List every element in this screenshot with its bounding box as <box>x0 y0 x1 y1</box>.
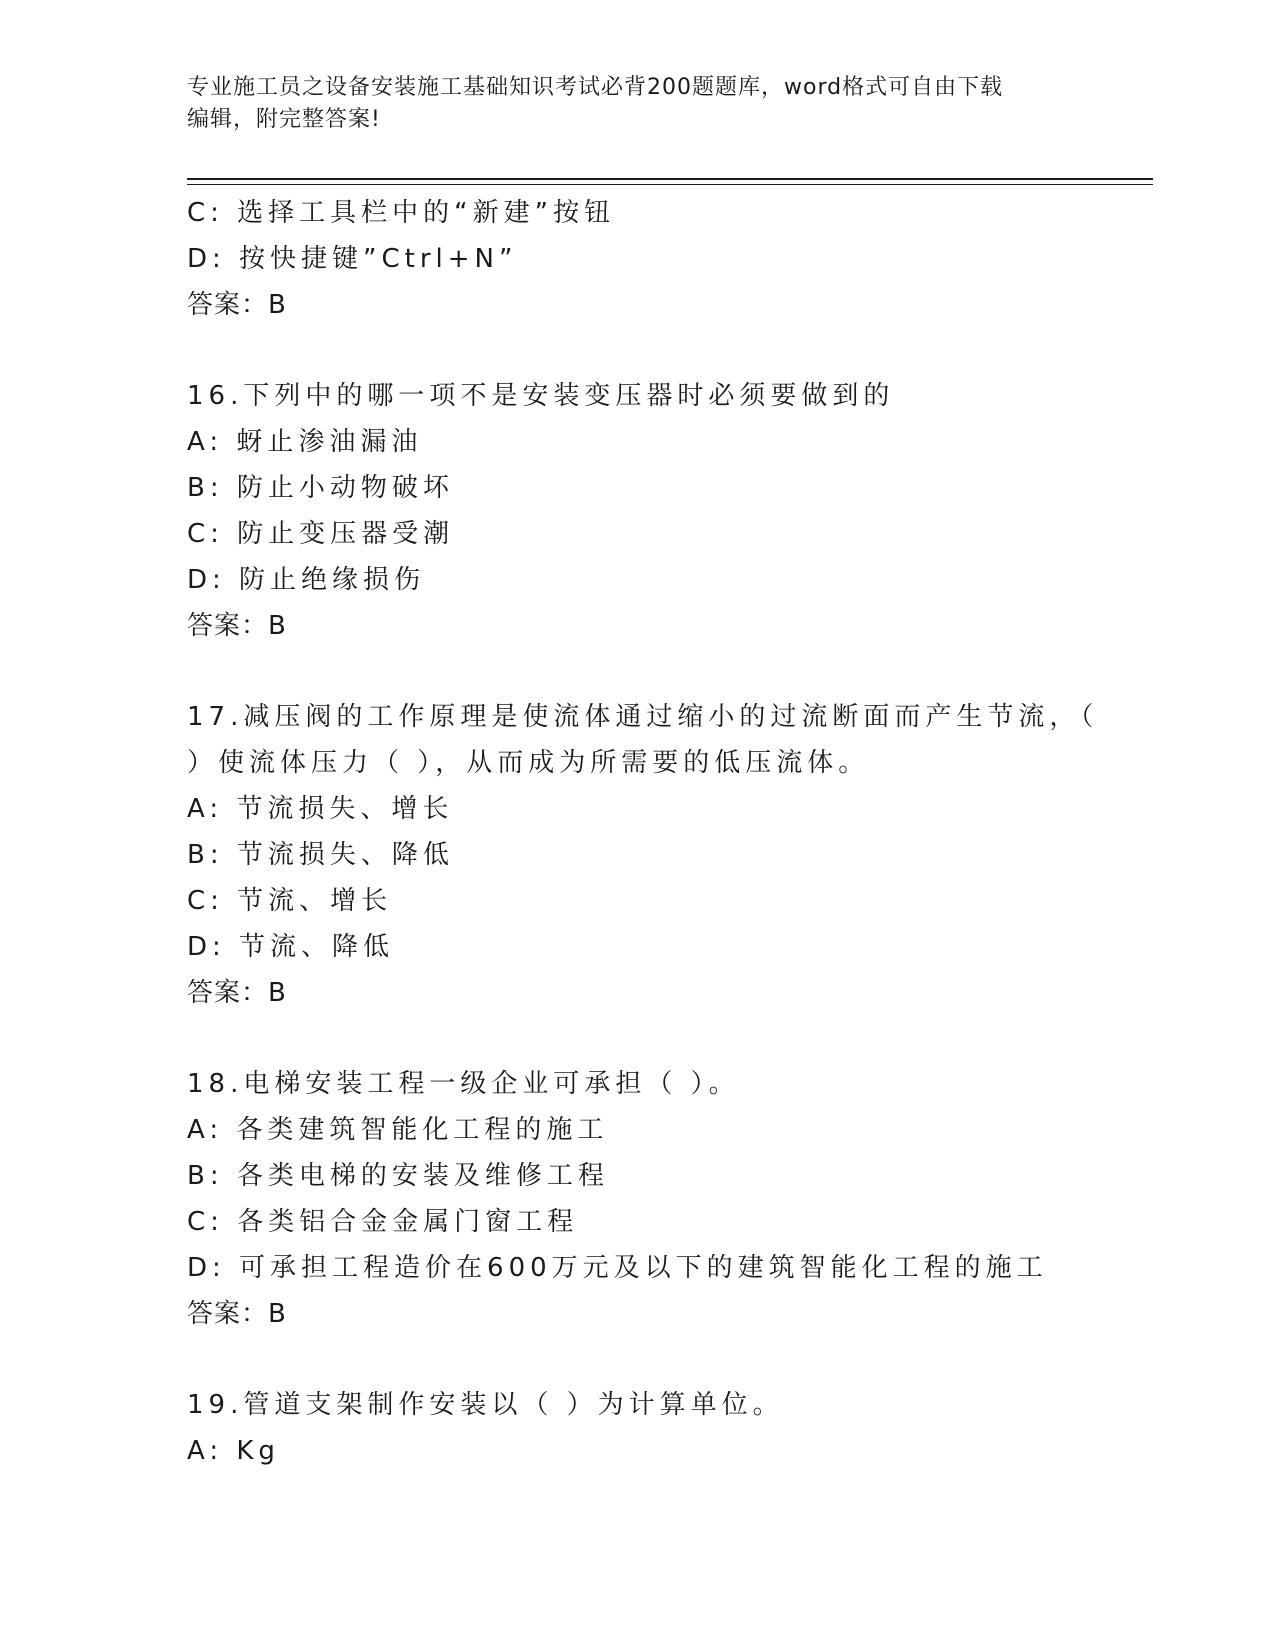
option-a: A: Kg <box>187 1436 280 1466</box>
option-d: D: 节流、降低 <box>187 932 395 962</box>
question-17 <box>187 694 1099 1016</box>
answer-line: 答案：B <box>187 1299 287 1329</box>
answer-line: 答案：B <box>187 290 287 320</box>
header-line-1: 专业施工员之设备安装施工基础知识考试必背200题题库，word格式可自由下载 <box>187 75 1004 100</box>
question-list <box>187 190 1099 1474</box>
question-stem: 17.减压阀的工作原理是使流体通过缩小的过流断面而产生节流，（ <box>187 702 1099 732</box>
option-c: C: 防止变压器受潮 <box>187 519 455 549</box>
header-divider-thin <box>187 184 1153 185</box>
header-divider-thick <box>187 178 1153 180</box>
option-c: C: 各类铝合金金属门窗工程 <box>187 1207 579 1237</box>
option-d: D: 按快捷键”Ctrl+N” <box>187 244 518 274</box>
question-stem: 18.电梯安装工程一级企业可承担（ ）。 <box>187 1069 740 1099</box>
answer-line: 答案：B <box>187 611 287 641</box>
continued-question <box>187 190 1087 328</box>
answer-line: 答案：B <box>187 978 287 1008</box>
spacer <box>187 649 1087 694</box>
option-b: B: 各类电梯的安装及维修工程 <box>187 1161 609 1191</box>
option-a: A: 各类建筑智能化工程的施工 <box>187 1115 609 1145</box>
option-d: D: 可承担工程造价在600万元及以下的建筑智能化工程的施工 <box>187 1253 1048 1283</box>
spacer <box>187 328 1087 373</box>
option-a: A: 节流损失、增长 <box>187 794 454 824</box>
question-stem-continued: ）使流体压力（ ），从而成为所需要的低压流体。 <box>187 748 870 778</box>
header-line-2: 编辑，附完整答案! <box>187 107 381 132</box>
option-b: B: 防止小动物破坏 <box>187 473 454 503</box>
option-b: B: 节流损失、降低 <box>187 840 454 870</box>
document-header <box>187 72 1087 136</box>
option-c: C: 节流、增长 <box>187 886 393 916</box>
spacer <box>187 1337 1087 1382</box>
option-c: C: 选择工具栏中的“新建”按钮 <box>187 198 616 228</box>
option-a: A: 蚜止渗油漏油 <box>187 427 423 457</box>
question-stem: 19.管道支架制作安装以（ ）为计算单位。 <box>187 1390 784 1420</box>
question-16 <box>187 373 1087 649</box>
question-stem: 16.下列中的哪一项不是安装变压器时必须要做到的 <box>187 381 895 411</box>
question-19 <box>187 1382 1087 1474</box>
spacer <box>187 1016 1087 1061</box>
question-18 <box>187 1061 1087 1337</box>
option-d: D: 防止绝缘损伤 <box>187 565 426 595</box>
